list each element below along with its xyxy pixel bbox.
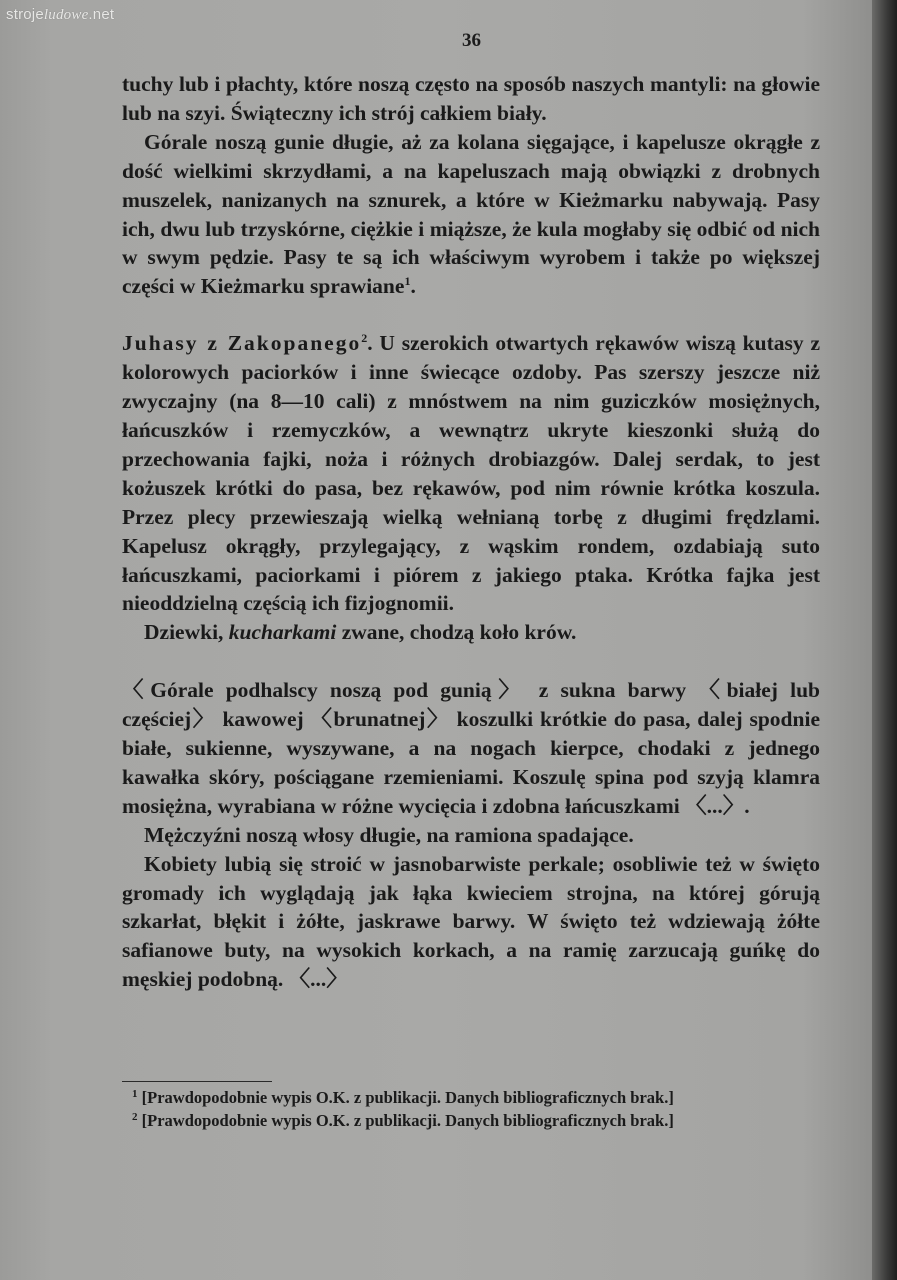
- body-text: [122, 70, 820, 994]
- book-spine: [872, 0, 897, 1280]
- paragraph-6: Mężczyźni noszą włosy długie, na ramiona spadające.: [144, 822, 634, 847]
- paragraph-7: Kobiety lubią się stroić w jasnobarwiste perkale; osobliwie też w święto gromady ich wyglądają jak łąka kwieciem strojna, na której górują szkarłat, błękit i żółte, jaskrawe barwy. W święto też wdziewają żółte safianowe buty, na wysokich korkach, a na ramię zarzucają guńkę do męskiej podobną. 〈...〉: [122, 851, 820, 992]
- paragraph-3: Juhasy z Zakopanego$^2$. U szerokich otwartych rękawów wiszą kutasy z kolorowych paciorków i inne świecące ozdoby. Pas szerszy jeszcze niż zwyczajny (na 8—10 cali) z mnóstwem na nim guziczków mosiężnych, łańcuszków i rzemyczków, a wewnątrz ukryte kieszonki służą do przechowania fajki, noża i różnych drobiazgów. Dalej serdak, to jest kożuszek krótki do pasa, bez rękawów, pod nim równie krótka koszula. Przez plecy przewieszają wielką wełnianą torbę z długimi frędzlami. Kapelusz okrągły, przylegający, z wąskim rondem, ozdabiają suto łańcuszkami, paciorkami i piórem z jakiego ptaka. Krótka fajka jest nieoddzielną częścią ich fizjognomii.: [122, 331, 820, 616]
- site-watermark: strojeludowe.net: [6, 6, 115, 23]
- section-lead: Juhasy z Zakopanego: [122, 331, 362, 356]
- paragraph-4: Dziewki, kucharkami zwane, chodzą koło krów.: [144, 620, 577, 645]
- paragraph-2: Górale noszą gunie długie, aż za kolana sięgające, i kapelusze okrągłe z dość wielkimi skrzydłami, a na kapeluszach mają obwiązki z drobnych muszelek, nanizanych na sznurek, a które w Kieżmarku nabywają. Pasy ich, dwu lub trzyskórne, ciężkie i miąższe, że kula mogłaby się odbić od nich w swym pędzie. Pasy te są ich właściwym wyrobem i także po większej części w Kieżmarku sprawiane$^1$.: [122, 129, 820, 299]
- paragraph-5: 〈Górale podhalscy noszą pod gunią〉 z sukna barwy 〈białej lub częściej〉 kawowej 〈brunatnej〉 koszulki krótkie do pasa, dalej spodnie białe, sukienne, wyszywane, a na nogach kierpce, chodaki z jednego kawałka skóry, pościągane rzemieniami. Koszulę spina pod szyją klamra mosiężna, wyrabiana w różne wycięcia i zdobna łańcuszkami 〈...〉.: [122, 678, 820, 818]
- page-number: 36: [462, 30, 481, 51]
- footnote-2: $^2$ [Prawdopodobnie wypis O.K. z publikacji. Danych bibliograficznych brak.]: [132, 1111, 674, 1130]
- footnote-ref-1: 1: [404, 274, 411, 289]
- footnote-divider: [122, 1081, 272, 1082]
- footnote-ref-2: 2: [361, 331, 368, 346]
- footnote-1: $^1$ [Prawdopodobnie wypis O.K. z publikacji. Danych bibliograficznych brak.]: [132, 1088, 674, 1107]
- paragraph-1: tuchy lub i płachty, które noszą często na sposób naszych mantyli: na głowie lub na szyi. Świąteczny ich strój całkiem biały.: [122, 72, 820, 125]
